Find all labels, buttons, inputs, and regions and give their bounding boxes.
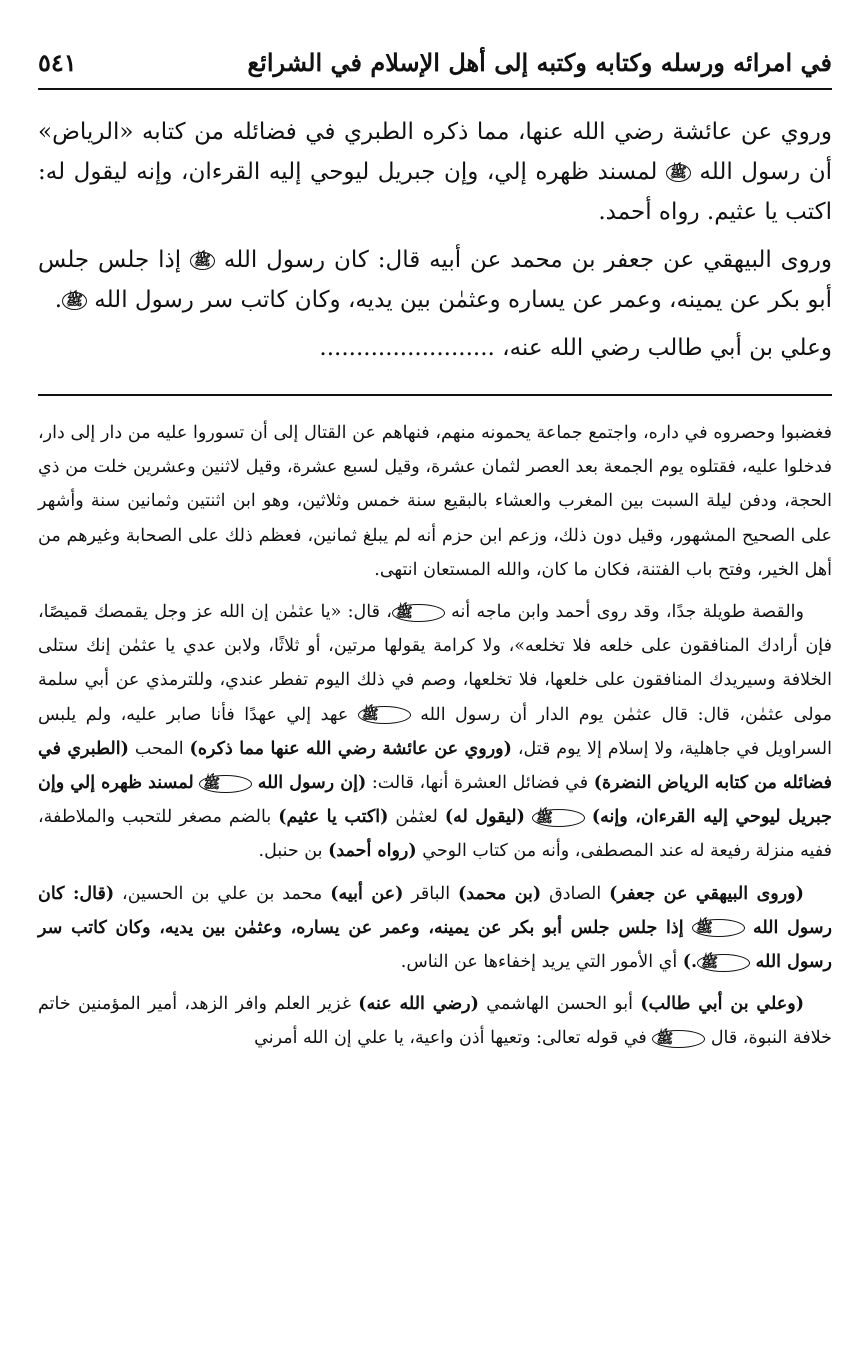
salawat-glyph: ﷺ <box>692 919 745 937</box>
quoted-matn: (إن رسول الله <box>257 773 367 794</box>
page-number: ٥٤١ <box>38 48 77 77</box>
commentary-text: بن حنبل. <box>258 841 323 862</box>
matn-paragraph-aisha <box>38 112 832 232</box>
salawat-glyph: ﷺ <box>532 809 585 827</box>
quoted-matn: (ليقول له) <box>444 807 525 828</box>
commentary-text: بالضم مصغر للتحبب والملاطفة، ففيه منزلة رفيعة له عند المصطفى، وأنه من كتاب الوحي <box>38 807 832 862</box>
section-divider <box>38 394 832 396</box>
main-text <box>38 112 832 368</box>
matn-text: وعلي بن أبي طالب رضي الله عنه، <box>502 335 832 361</box>
quoted-matn: (وروي عن عائشة رضي الله عنها مما ذكره) <box>189 738 512 759</box>
book-page <box>38 40 832 1340</box>
quoted-matn: (بن محمد) <box>458 883 542 904</box>
salawat-glyph: ﷺ <box>652 1030 705 1048</box>
header-title: في امرائه ورسله وكتابه وكتبه إلى أهل الإسلام في الشرائع <box>247 48 832 77</box>
salawat-glyph: ﷺ <box>199 775 252 793</box>
commentary-text: لعثمٰن <box>395 807 438 828</box>
salawat-glyph: ﷺ <box>666 164 691 182</box>
commentary-text: الصادق <box>549 883 602 904</box>
commentary-text: غزير العلم وافر الزهد، أمير المؤمنين خاتم خلافة النبوة، قال <box>38 994 832 1049</box>
commentary-text: والقصة طويلة جدًا، وقد روى أحمد وابن ماجه أنه <box>451 602 804 623</box>
matn-text: إذا جلس جلس أبو بكر عن يمينه، وعمر عن يساره وعثمٰن بين يديه، وكان كاتب سر رسول الله <box>38 247 832 313</box>
commentary-text: أبو الحسن الهاشمي <box>486 994 634 1015</box>
quoted-matn: (رواه أحمد) <box>328 841 417 862</box>
commentary-paragraph-4 <box>38 987 832 1055</box>
matn-paragraph-bayhaqi: وروى البيهقي عن جعفر بن محمد عن أبيه قال: كان رسول الله ﷺ إذا جلس جلس أبو بكر عن يمينه، وعمر عن يساره وعثمٰن بين يديه، وكان كاتب سر رسول الله ﷺ. <box>38 247 833 313</box>
commentary-paragraph-1: فغضبوا وحصروه في داره، واجتمع جماعة يحمونه منهم، فنهاهم عن القتال إلى أن تسوروا عليه من دار إلى دار، فدخلوا عليه، فقتلوه يوم الجمعة بعد العصر لثمان عشرة، وقيل لسبع عشرة، وقيل لاثنين وعشرين خلت من ذي الحجة، ودفن ليلة السبت بين المغرب والعشاء بالبقيع سنة خمس وثلاثين، وهو ابن اثنتين وثمانين سنة وأشهر على الصحيح المشهور، وقيل دون ذلك، وزعم ابن حزم أنه لم يبلغ ثمانين، فعظم ذلك على الصحابة وغيرهم من أهل الخير، وفتح باب الفتنة، فكان ما كان، والله المستعان انتهى. <box>38 423 832 580</box>
commentary-text: عهد إلي عهدًا فأنا صابر عليه، ولم يلبس السراويل في جاهلية، ولا إسلام إلا يوم قتل، <box>38 704 832 759</box>
matn-text: وروي عن عائشة رضي الله عنها، مما ذكره الطبري في فضائله من كتابه «الرياض» أن رسول الله <box>38 119 833 185</box>
salawat-glyph: ﷺ <box>190 252 215 270</box>
quoted-matn: (قال: كان رسول الله <box>38 883 832 938</box>
commentary-text: في قوله تعالى: وتعيها أذن واعية، يا علي إن الله أمرني <box>254 1028 647 1049</box>
salawat-glyph: ﷺ <box>697 954 750 972</box>
matn-text: وروى البيهقي عن جعفر بن محمد عن أبيه قال: كان رسول الله <box>223 247 833 273</box>
matn-text: لمسند ظهره إلي، وإن جبريل ليوحي إليه القرءان، وإنه ليقول له: اكتب يا عثيم. رواه أحمد. <box>38 159 832 225</box>
salawat-glyph: ﷺ <box>358 706 411 724</box>
commentary-text: المحب <box>134 738 184 759</box>
commentary-paragraph-2 <box>38 595 832 869</box>
salawat-glyph: ﷺ <box>62 292 87 310</box>
commentary-text: في فضائل العشرة أنها، قالت: <box>371 773 589 794</box>
salawat-glyph: ﷺ <box>392 604 445 622</box>
quoted-matn: (وعلي بن أبي طالب) <box>640 994 804 1015</box>
quoted-matn: (الطبري في فضائله من كتابه الرياض النضرة) <box>38 738 832 794</box>
matn-paragraph-ali <box>38 328 832 368</box>
commentary-paragraph-3 <box>38 877 832 980</box>
quoted-matn: إذا جلس جلس أبو بكر عن يمينه، وعمر عن يساره، وعثمٰن بين يديه، وكان كاتب سر رسول الله <box>38 917 832 973</box>
commentary-text: الباقر <box>411 883 451 904</box>
quoted-matn: (عن أبيه) <box>330 883 404 904</box>
quoted-matn: (اكتب يا عثيم) <box>278 807 389 828</box>
quoted-matn: لمسند ظهره إلي وإن جبريل ليوحي إليه القرءان، وإنه) <box>38 773 832 828</box>
commentary <box>38 416 832 1056</box>
quoted-matn: (وروى البيهقي عن جعفر) <box>609 883 804 904</box>
commentary-text: ، قال: «يا عثمٰن إن الله عز وجل يقمصك قميصًا، فإن أرادك المنافقون على خلعه فلا تخلعه»، ولا كرامة يقولها مرتين، أو ثلاثًا، ولابن عدي يا عثمٰن إنك ستلى الخلافة وسيريدك المنافقون على خلعها، فلا تخلعها، وصم في ذلك اليوم تفطر عندي، وللترمذي عن أبي سلمة مولى عثمٰن، قال: قال عثمٰن يوم الدار أن رسول الله <box>38 602 832 725</box>
commentary-text: محمد بن علي بن الحسين، <box>122 883 323 904</box>
quoted-matn: (رضي الله عنه) <box>358 994 479 1015</box>
running-header <box>38 40 832 90</box>
ellipsis-dots: ........................ <box>319 335 495 361</box>
commentary-text: أي الأمور التي يريد إخفاءها عن الناس. <box>400 952 678 973</box>
quoted-matn: .) <box>682 952 698 973</box>
